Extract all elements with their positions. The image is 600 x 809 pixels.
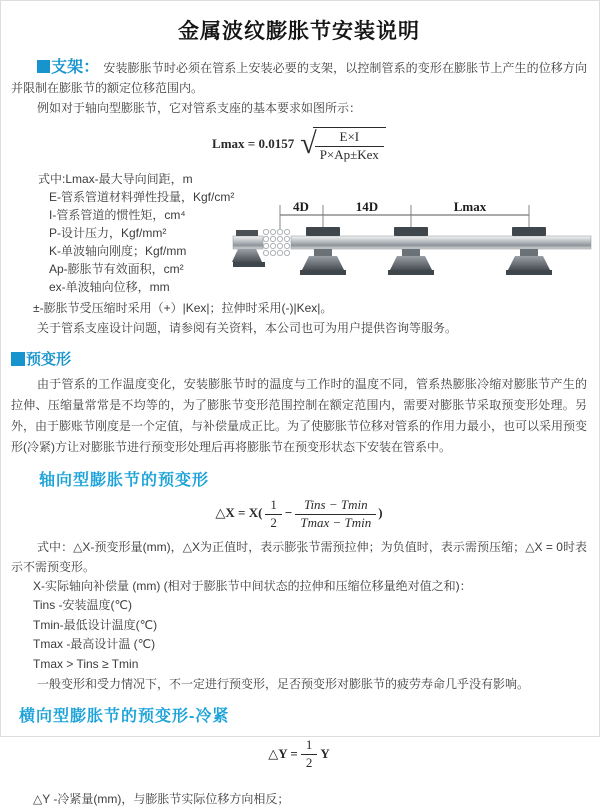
- half-fraction: [265, 498, 282, 531]
- close-paren: ): [378, 505, 383, 521]
- dimension-label-lmax: Lmax: [453, 198, 487, 214]
- definition-line: Ap-膨胀节有效面积，cm²: [49, 261, 184, 276]
- lateral-formula-lhs: △Y =: [268, 745, 298, 761]
- guide-support-icon: [388, 227, 434, 275]
- definition-line: P-设计压力，Kgf/mm²: [49, 225, 167, 240]
- radical-sign: √: [300, 126, 317, 160]
- lateral-note-paragraph: △Y -冷紧量(mm)，与膨胀节实际位移方向相反；: [33, 792, 290, 807]
- lateral-preform-heading: 横向型膨胀节的预变形-冷紧: [19, 708, 230, 726]
- guide-support-icon: [506, 227, 552, 275]
- axial-preform-formula: [11, 498, 587, 531]
- dimension-label-14d: 14D: [355, 198, 379, 214]
- bellows-icon: [263, 229, 289, 255]
- temperature-numerator: Tins − Tmin: [295, 498, 376, 515]
- lmax-formula-lhs: Lmax = 0.0157: [212, 135, 295, 151]
- preform-paragraph: 由于管系的工作温度变化，安装膨胀节时的温度与工作时的温度不同，管系热膨胀冷缩对膨胀节产生的拉伸、压缩量常常是不均等的，为了膨胀节变形范围控制在额定范围内，需要对膨胀节采取预变形处理。另外，由于膨账节刚度是一个定值，与补偿量成正比。为了使膨胀节位移对管系的作用力最小，也可以采用预变形(冷紧)方让对膨胀节进行预变形处理后再将膨胀节在预变形状态下安装在管系中。: [11, 376, 588, 454]
- lateral-formula-rhs: Y: [320, 745, 330, 761]
- blue-square-bullet-icon: [37, 60, 50, 73]
- guide-support-icon: [300, 227, 346, 275]
- axial-explain-paragraph: 式中：△X-预变形量(mm)，△X为正值时，表示膨张节需预拉伸；为负值时，表示需预压缩；△X = 0时表示不需预变形。: [11, 539, 587, 574]
- pipe-support-diagram: [233, 194, 591, 299]
- kex-sign-note: ±-膨胀节受压缩时采用（+）|Kex|；拉伸时采用(-)|Kex|。: [33, 300, 333, 315]
- parameter-line: Tmin-最低设计温度(℃): [33, 617, 158, 632]
- preform-heading-text: 预变形: [26, 350, 72, 368]
- parameter-line: Tmax > Tins ≥ Tmin: [33, 656, 139, 671]
- half-numerator: 1: [301, 738, 318, 755]
- support-example-paragraph: 例如对于轴向型膨胀节，它对管系支座的基本要求如图所示：: [37, 101, 362, 115]
- lateral-preform-formula: [11, 738, 587, 771]
- minus-operator: −: [284, 505, 293, 521]
- lmax-fraction: [315, 130, 384, 163]
- consult-note: 关于管系支座设计问题，请参阅有关资料，本公司也可为用户提供咨询等服务。: [37, 320, 458, 335]
- temperature-denominator: Tmax − Tmin: [300, 514, 372, 530]
- blue-square-bullet-icon: [11, 352, 25, 366]
- half-denominator: 2: [270, 514, 277, 530]
- axial-note-paragraph: 一般变形和受力情况下，不一定进行预变形，足否预变形对膨胀节的疲劳寿命几乎没有影响。: [37, 677, 530, 692]
- definition-line: 式中:Lmax-最大导向间距，m: [38, 171, 193, 186]
- lmax-formula-denominator: P×Ap±Kex: [319, 146, 379, 162]
- definition-line: K-单波轴向刚度；Kgf/mm: [49, 243, 187, 258]
- preform-section-heading: [11, 348, 587, 369]
- lmax-formula: [11, 127, 587, 163]
- parameter-line: X-实际轴向补偿量 (mm) (相对于膨胀节中间状态的拉伸和压缩位移量绝对值之和)：: [33, 578, 472, 593]
- half-numerator: 1: [265, 498, 282, 515]
- half-denominator: 2: [305, 755, 313, 771]
- lmax-formula-numerator: E×I: [315, 130, 384, 147]
- half-fraction: [301, 738, 318, 771]
- parameter-line: Tins -安装温度(℃): [33, 598, 133, 613]
- parameter-line: Tmax -最高设计温 (℃): [33, 637, 156, 652]
- definition-line: ex-单波轴向位移，mm: [49, 279, 170, 294]
- page-title: 金属波纹膨胀节安装说明: [178, 20, 420, 43]
- axial-preform-heading: 轴向型膨胀节的预变形: [39, 471, 210, 489]
- definition-line: I-管系管道的惯性矩，cm⁴: [49, 207, 186, 222]
- axial-parameter-list: [11, 577, 587, 675]
- support-heading: 支架：: [51, 59, 100, 76]
- dimension-label-4d: 4D: [293, 198, 309, 214]
- support-intro-text: 安装膨胀节时必须在管系上安装必要的支架，以控制管系的变形在膨胀节上产生的位移方向并限制在膨胀节的额定位移范围内。: [11, 61, 587, 95]
- definition-line: E-管系管道材料弹性投量，Kgf/cm²: [49, 189, 235, 204]
- support-intro-paragraph: [11, 58, 587, 98]
- axial-formula-lhs: △X = X(: [215, 505, 263, 521]
- radical-body: [313, 127, 386, 163]
- definitions-and-diagram-row: [11, 170, 587, 298]
- temperature-fraction: [295, 498, 376, 531]
